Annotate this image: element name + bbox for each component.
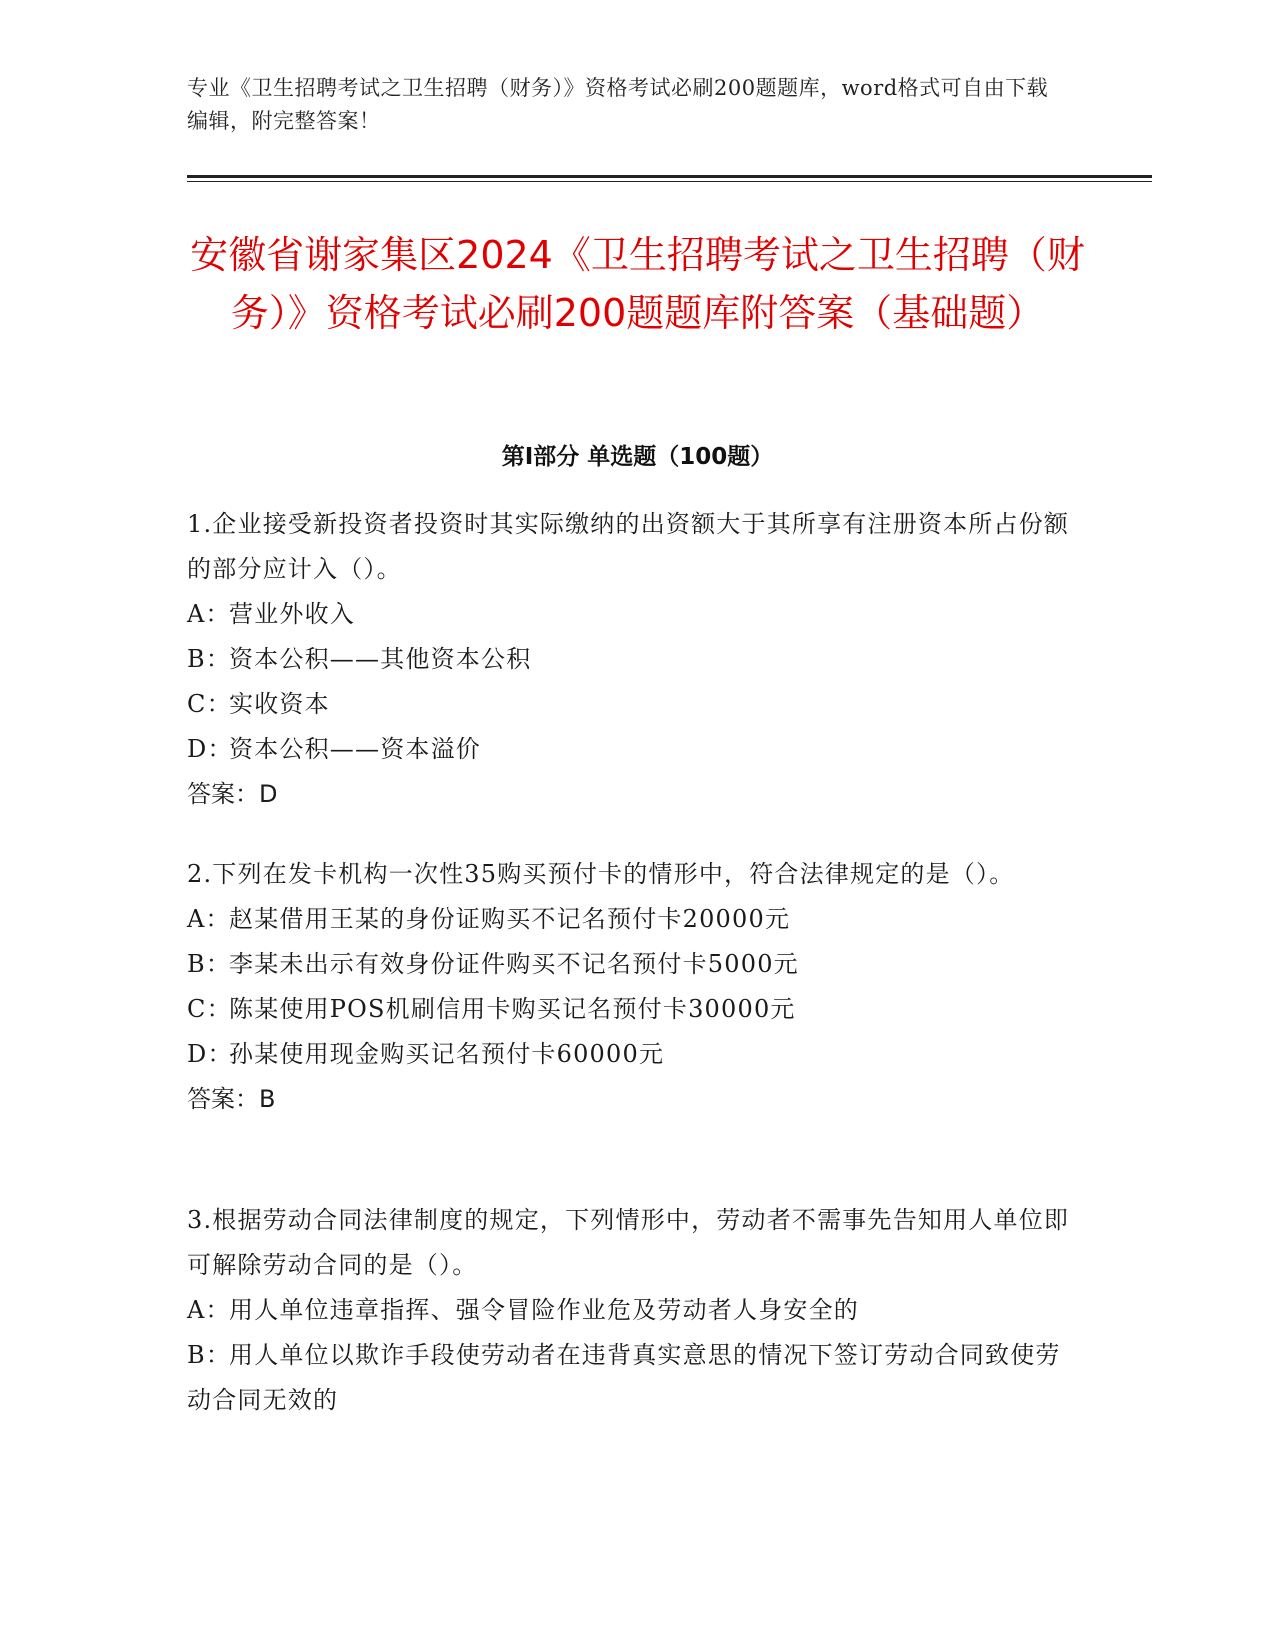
option-key: D： <box>187 1040 233 1068</box>
question-stem: 1.企业接受新投资者投资时其实际缴纳的出资额大于其所享有注册资本所占份额的部分应计入（）。 <box>187 510 1070 583</box>
option-text: 资本公积——资本溢价 <box>229 735 481 763</box>
option-a <box>187 592 1077 637</box>
option-text: 实收资本 <box>229 690 330 718</box>
option-text: 赵某借用王某的身份证购买不记名预付卡20000元 <box>229 905 791 933</box>
option-text: 用人单位以欺诈手段使劳动者在违背真实意思的情况下签订劳动合同致使劳动合同无效的 <box>187 1341 1061 1414</box>
option-c <box>187 682 1077 727</box>
header-note: 专业《卫生招聘考试之卫生招聘（财务）》资格考试必刷200题题库，word格式可自由下载编辑，附完整答案！ <box>187 76 1049 133</box>
option-text: 用人单位违章指挥、强令冒险作业危及劳动者人身安全的 <box>229 1296 859 1324</box>
option-d <box>187 1032 1077 1077</box>
option-text: 孙某使用现金购买记名预付卡60000元 <box>229 1040 665 1068</box>
option-key: A： <box>187 905 231 933</box>
option-text: 资本公积——其他资本公积 <box>229 645 532 673</box>
option-text: 李某未出示有效身份证件购买不记名预付卡5000元 <box>229 950 799 978</box>
option-key: C： <box>187 690 232 718</box>
question-1 <box>187 502 1077 817</box>
answer-line: 答案：B <box>187 1085 276 1113</box>
question-stem: 2.下列在发卡机构一次性35购买预付卡的情形中，符合法律规定的是（）。 <box>187 860 1015 888</box>
option-key: C： <box>187 995 232 1023</box>
option-key: B： <box>187 1341 232 1369</box>
option-b <box>187 1333 1077 1423</box>
question-stem: 3.根据劳动合同法律制度的规定，下列情形中，劳动者不需事先告知用人单位即可解除劳动合同的是（）。 <box>187 1206 1070 1279</box>
option-c <box>187 987 1077 1032</box>
option-key: A： <box>187 600 231 628</box>
option-key: D： <box>187 735 233 763</box>
section-title: 第I部分 单选题（100题） <box>501 444 774 470</box>
option-a <box>187 1288 1077 1333</box>
question-3 <box>187 1198 1077 1423</box>
option-key: A： <box>187 1296 231 1324</box>
answer-line: 答案：D <box>187 780 278 808</box>
option-text: 营业外收入 <box>229 600 355 628</box>
option-text: 陈某使用POS机刷信用卡购买记名预付卡30000元 <box>229 995 796 1023</box>
header-divider-thin <box>187 181 1152 182</box>
question-2 <box>187 852 1077 1122</box>
option-key: B： <box>187 950 232 978</box>
option-b <box>187 637 1077 682</box>
option-key: B： <box>187 645 232 673</box>
option-a <box>187 897 1077 942</box>
option-d <box>187 727 1077 772</box>
document-title: 安徽省谢家集区2024《卫生招聘考试之卫生招聘（财务）》资格考试必刷200题题库附答案（基础题） <box>190 233 1085 335</box>
header-divider-thick <box>187 175 1152 178</box>
option-b <box>187 942 1077 987</box>
